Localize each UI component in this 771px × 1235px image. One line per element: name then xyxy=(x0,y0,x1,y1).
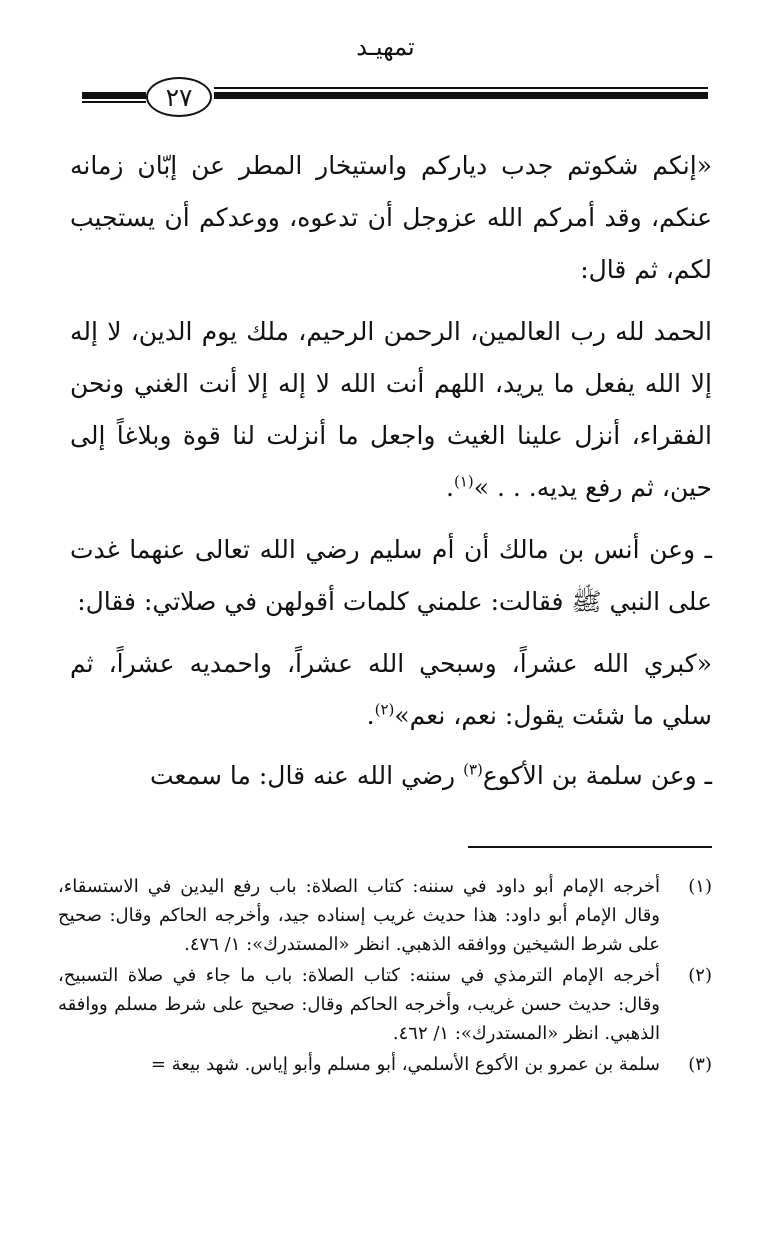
paragraph-1-text: «إنكم شكوتم جدب دياركم واستيخار المطر عن إبّان زمانه عنكم، وقد أمركم الله عزوجل أن تدعوه، ووعدكم أن يستجيب لكم، ثم قال: xyxy=(70,151,712,284)
running-header-title: تمهيـد xyxy=(356,33,415,61)
main-text xyxy=(70,140,712,802)
paragraph-2-text: الحمد لله رب العالمين، الرحمن الرحيم، ملك يوم الدين، لا إله إلا الله يفعل ما يريد، اللهم أنت الله لا إله إلا أنت الغني ونحن الفقراء، أنزل علينا الغيث واجعل ما أنزلت لنا قوة وبلاغاً إلى حين، ثم رفع يديه. . . » xyxy=(70,317,712,502)
paragraph-4 xyxy=(70,638,712,742)
paragraph-1 xyxy=(70,140,712,296)
paragraph-3-text: ـ وعن أنس بن مالك أن أم سليم رضي الله تعالى عنهما غدت على النبي ﷺ فقالت: علمني كلمات أقولهن في صلاتي: فقال: xyxy=(70,535,712,616)
footnote-1-number: (١) xyxy=(688,876,712,897)
footnote-ref-2[interactable]: (٢) xyxy=(374,700,395,719)
page-number-badge xyxy=(146,77,212,117)
footnote-3-number: (٣) xyxy=(688,1054,712,1075)
paragraph-2-end: . xyxy=(445,473,454,502)
header-rule-left-thin xyxy=(82,101,146,103)
header-rule-right-thin xyxy=(214,87,708,89)
paragraph-5 xyxy=(70,750,712,802)
footnote-ref-1[interactable]: (١) xyxy=(453,472,474,491)
footnote-2-number: (٢) xyxy=(688,965,712,986)
paragraph-2 xyxy=(70,306,712,514)
header-rule-left xyxy=(82,92,146,99)
footnote-separator xyxy=(468,846,712,848)
paragraph-4-end: . xyxy=(366,701,375,730)
header-rule-right xyxy=(214,92,708,99)
page-number: ٢٧ xyxy=(165,82,193,112)
footnote-3-text: سلمة بن عمرو بن الأكوع الأسلمي، أبو مسلم وأبو إياس. شهد بيعة = xyxy=(150,1054,660,1075)
footnote-1-text: أخرجه الإمام أبو داود في سننه: كتاب الصلاة: باب رفع اليدين في الاستسقاء، وقال الإمام أبو داود: هذا حديث غريب إسناده جيد، وأخرجه الحاكم وقال: صحيح على شرط الشيخين ووافقه الذهبي. انظر «المستدرك»: ١/ ٤٧٦. xyxy=(58,876,660,955)
paragraph-5-text: ـ وعن سلمة بن الأكوع xyxy=(482,761,712,790)
footnote-2 xyxy=(58,961,712,1048)
footnote-1 xyxy=(58,872,712,959)
footnote-2-text: أخرجه الإمام الترمذي في سننه: كتاب الصلاة: باب ما جاء في صلاة التسبيح، وقال: حديث حسن غريب، وأخرجه الحاكم وقال: صحيح على شرط مسلم ووافقه الذهبي. انظر «المستدرك»: ١/ ٤٦٢. xyxy=(58,965,660,1044)
footnotes xyxy=(58,872,712,1081)
paragraph-4-text: «كبري الله عشراً، وسبحي الله عشراً، واحمديه عشراً، ثم سلي ما شئت يقول: نعم، نعم» xyxy=(70,649,712,730)
footnote-3 xyxy=(58,1050,712,1079)
paragraph-3 xyxy=(70,524,712,628)
paragraph-5-end: رضي الله عنه قال: ما سمعت xyxy=(149,761,464,790)
footnote-ref-3[interactable]: (٣) xyxy=(463,760,483,779)
